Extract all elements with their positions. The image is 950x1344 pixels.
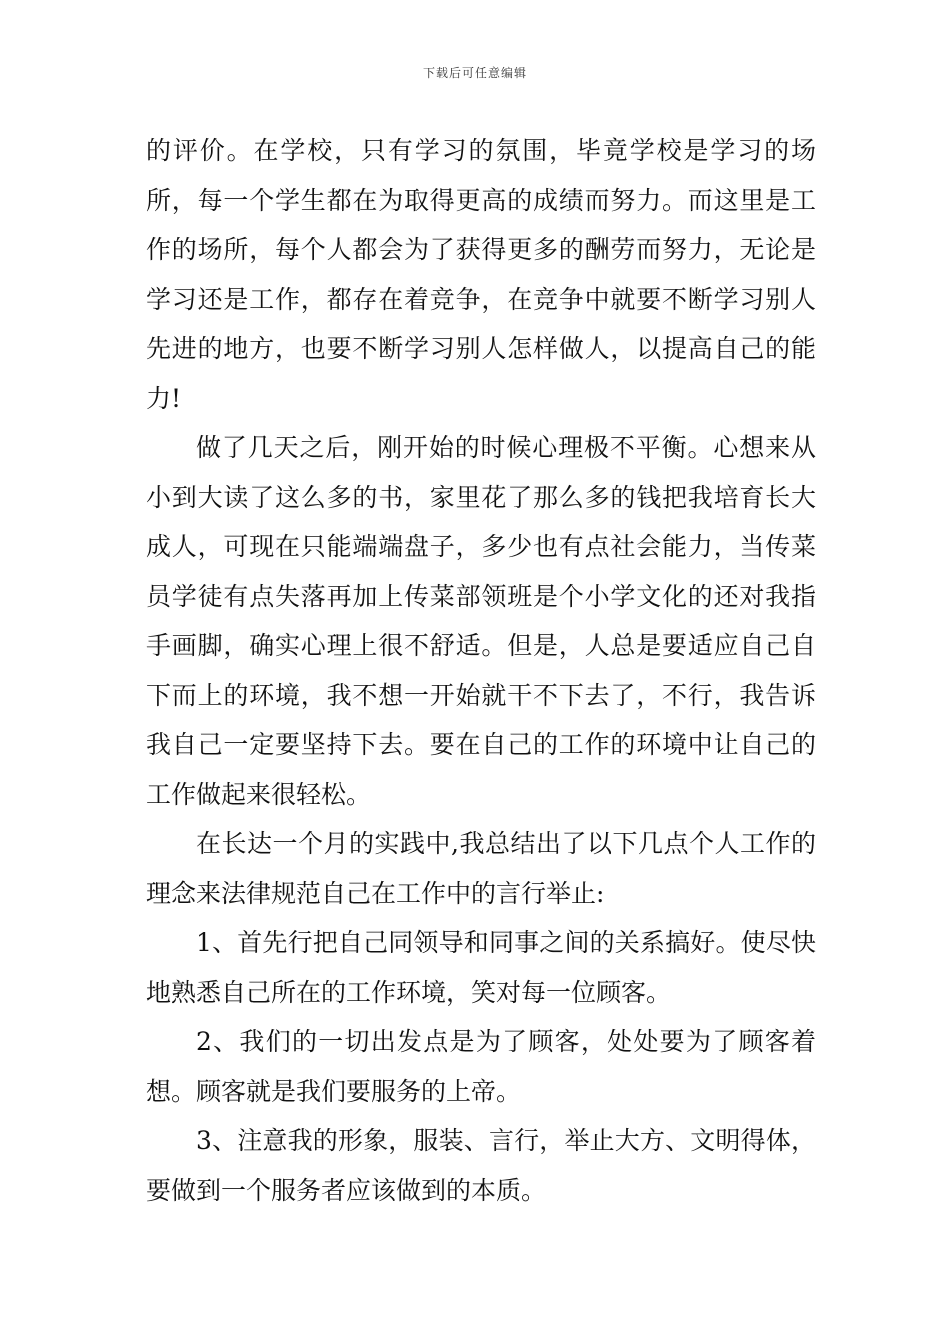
page-header: 下载后可任意编辑 [422,66,527,80]
paragraph: 在长达一个月的实践中,我总结出了以下几点个人工作的理念来法律规范自己在工作中的言行举止: [146,829,816,908]
document-body [146,126,816,1215]
list-item: 3、注意我的形象，服装、言行，举止大方、文明得体，要做到一个服务者应该做到的本质。 [146,1126,816,1205]
paragraph: 做了几天之后，刚开始的时候心理极不平衡。心想来从小到大读了这么多的书，家里花了那么多的钱把我培育长大成人，可现在只能端端盘子，多少也有点社会能力，当传菜员学徒有点失落再加上传菜部领班是个小学文化的还对我指手画脚，确实心理上很不舒适。但是，人总是要适应自己自下而上的环境，我不想一开始就干不下去了，不行，我告诉我自己一定要坚持下去。要在自己的工作的环境中让自己的工作做起来很轻松。 [146,433,816,809]
list-item: 1、首先行把自己同领导和同事之间的关系搞好。使尽快地熟悉自己所在的工作环境，笑对每一位顾客。 [146,928,816,1007]
list-item: 2、我们的一切出发点是为了顾客，处处要为了顾客着想。顾客就是我们要服务的上帝。 [146,1027,816,1106]
paragraph-continuation: 的评价。在学校，只有学习的氛围，毕竟学校是学习的场所，每一个学生都在为取得更高的成绩而努力。而这里是工作的场所，每个人都会为了获得更多的酬劳而努力，无论是学习还是工作，都存在着竞争，在竞争中就要不断学习别人先进的地方，也要不断学习别人怎样做人，以提高自己的能力! [146,136,816,413]
